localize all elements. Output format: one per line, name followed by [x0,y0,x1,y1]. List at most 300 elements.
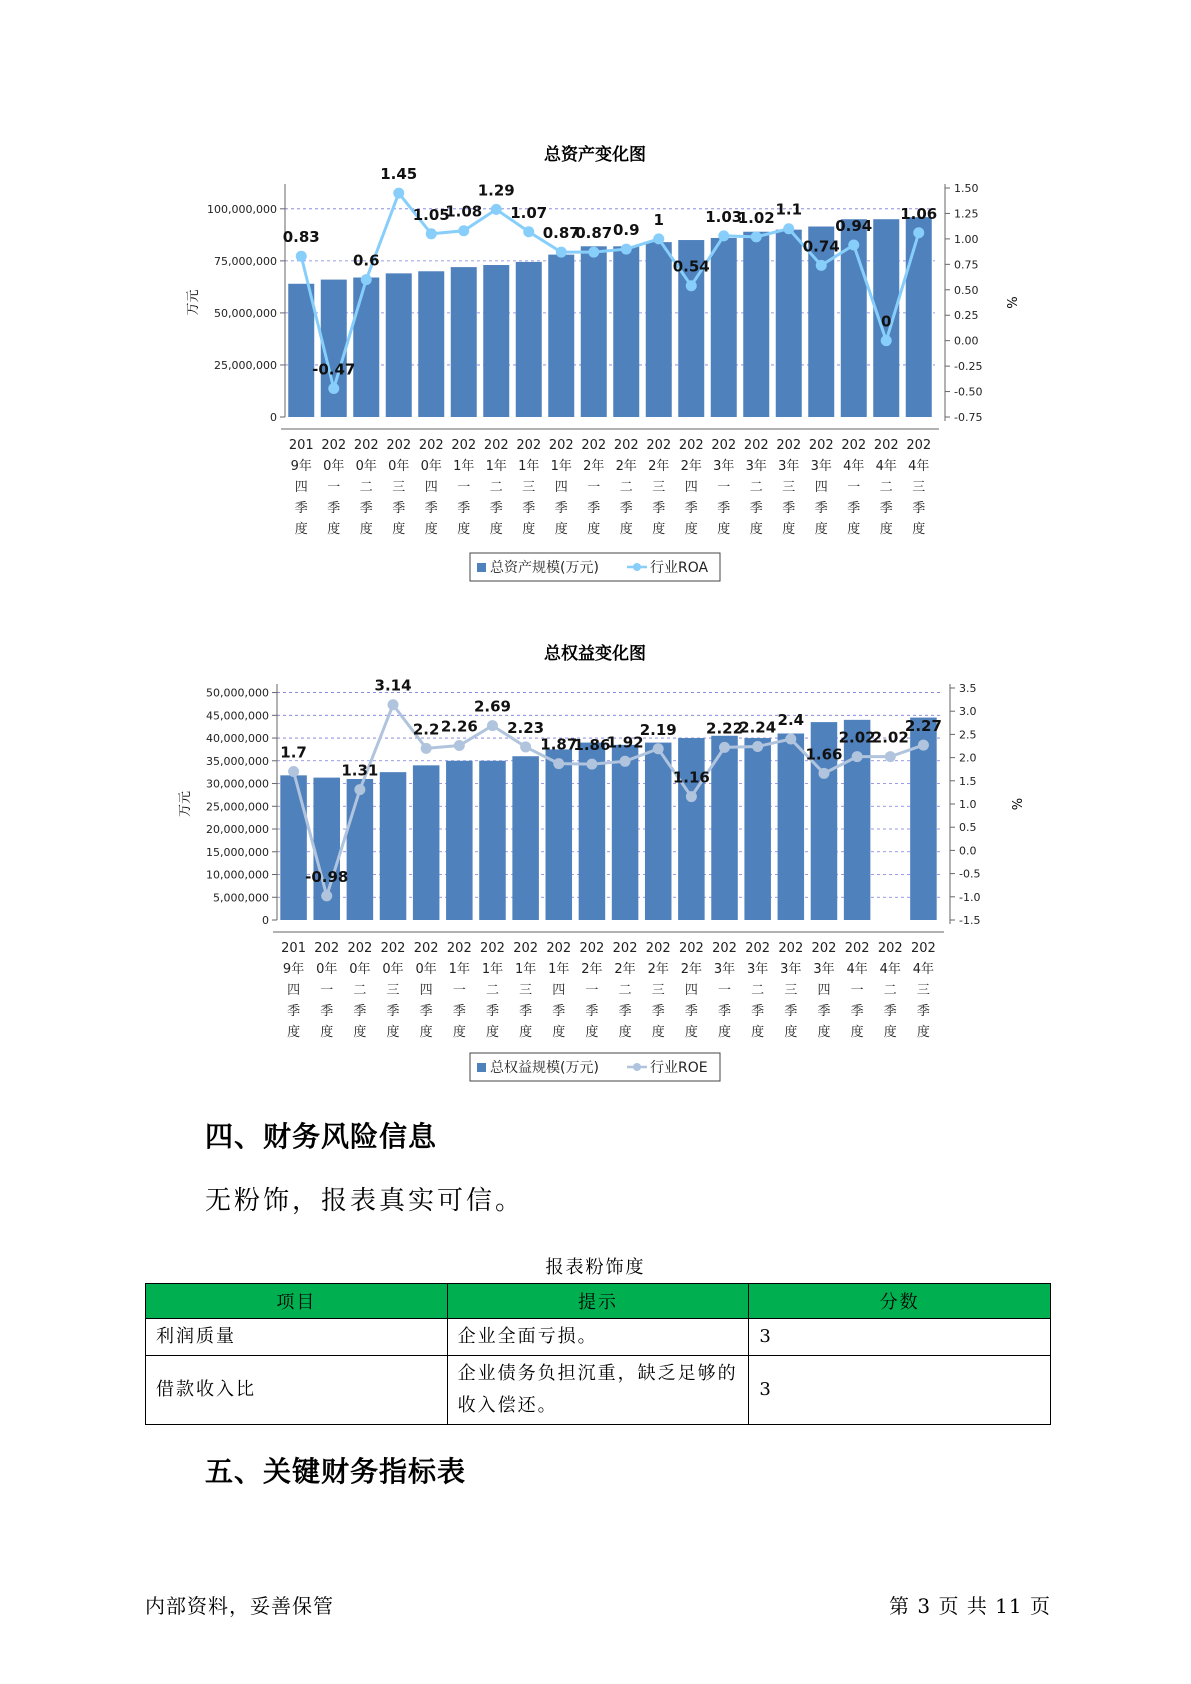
x-tick-label: 四 [287,983,301,998]
bar [512,756,539,920]
x-tick-label: 一 [717,480,731,495]
right-tick-label: 0.75 [954,258,979,272]
x-tick-label: 0年 [355,459,377,474]
x-tick-label: 三 [386,983,400,998]
bar [280,775,307,920]
x-tick-label: 202 [480,941,505,956]
chart-title: 总资产变化图 [544,145,646,165]
x-tick-label: 季 [883,1004,897,1019]
x-tick-label: 度 [651,1025,665,1040]
data-label: 1 [653,210,664,229]
left-tick-label: 25,000,000 [214,358,277,372]
x-tick-label: 季 [359,501,373,516]
line-point [783,223,794,234]
right-tick-label: -0.50 [954,385,983,399]
right-tick-label: 0.0 [959,844,977,858]
x-tick-label: 202 [446,941,472,956]
data-label: 2.2 [412,720,440,739]
data-label: 0.83 [282,228,320,247]
line-point [621,244,632,255]
x-tick-label: 202 [711,438,737,453]
x-tick-label: 四 [814,480,828,495]
data-label: 1.45 [380,165,418,184]
line-point [354,784,365,795]
x-tick-label: 季 [916,1004,930,1019]
x-tick-label: 3年 [713,962,736,977]
left-tick-label: 45,000,000 [206,709,269,723]
x-tick-label: 三 [784,983,798,998]
x-tick-label: 季 [424,501,438,516]
left-tick-label: 40,000,000 [206,732,269,746]
x-tick-label: 度 [684,522,698,537]
bar [743,232,769,417]
x-tick-label: 度 [489,522,503,537]
bar [288,284,314,417]
x-tick-label: 度 [294,522,308,537]
line-point [588,247,599,258]
x-tick-label: 202 [483,438,509,453]
x-tick-label: 度 [585,1025,599,1040]
x-tick-label: 202 [321,438,347,453]
data-label: 1.1 [775,200,803,219]
line-point [321,890,332,901]
line-point [328,383,339,394]
bar [844,720,871,920]
bar [646,242,672,417]
whitewash-table [145,1283,1051,1425]
x-tick-label: 一 [850,983,864,998]
x-tick-label: 度 [814,522,828,537]
x-tick-label: 度 [554,522,568,537]
cell-hint: 企业债务负担沉重，缺乏足够的收入偿还。 [447,1356,749,1425]
data-label: 1.7 [280,743,307,762]
data-label: 2.26 [440,717,478,736]
x-tick-label: 4年 [875,459,897,474]
line-point [520,741,531,752]
x-tick-label: 季 [912,501,926,516]
x-tick-label: 2年 [648,459,670,474]
x-tick-label: 度 [782,522,796,537]
right-tick-label: -0.25 [954,360,983,374]
x-tick-label: 一 [718,983,732,998]
table-header-row [146,1284,1051,1319]
legend-bar-swatch [477,563,486,572]
x-tick-label: 202 [646,438,672,453]
x-tick-label: 1年 [448,962,470,977]
left-tick-label: 30,000,000 [206,777,269,791]
legend-bar-label: 总资产规模(万元) [490,560,599,576]
x-tick-label: 2年 [680,459,702,474]
bar [446,761,473,920]
chart-svg [0,635,1191,1095]
x-tick-label: 四 [552,983,566,998]
x-tick-label: 二 [489,480,503,495]
x-tick-label: 202 [645,941,671,956]
x-tick-label: 202 [877,941,903,956]
line-point [653,233,664,244]
left-tick-label: 5,000,000 [213,891,269,905]
data-label: 1.66 [805,745,843,764]
data-label: 0.94 [835,216,873,235]
x-tick-label: 1年 [550,459,572,474]
legend-line-marker [633,1063,641,1071]
x-tick-label: 季 [457,501,471,516]
x-tick-label: 二 [485,983,499,998]
x-tick-label: 季 [287,1004,301,1019]
left-tick-label: 0 [270,411,277,424]
data-label: 2.4 [777,711,805,730]
x-tick-label: 202 [314,941,340,956]
x-tick-label: 季 [327,501,341,516]
x-tick-label: 度 [419,1025,433,1040]
x-tick-label: 季 [717,501,731,516]
data-label: 1.16 [672,768,710,787]
x-tick-label: 季 [294,501,308,516]
x-tick-label: 202 [613,438,639,453]
x-tick-label: 201 [288,438,314,453]
x-tick-label: 202 [548,438,574,453]
data-label: 2.27 [904,717,942,736]
x-tick-label: 1年 [485,459,507,474]
x-tick-label: 2年 [680,962,703,977]
legend-line-marker [633,563,641,571]
x-tick-label: 度 [320,1025,334,1040]
right-tick-label: 0.5 [959,821,977,835]
x-tick-label: 二 [879,480,893,495]
x-tick-label: 三 [392,480,406,495]
x-tick-label: 4年 [846,962,868,977]
line-point [393,188,404,199]
left-tick-label: 15,000,000 [206,845,269,859]
x-tick-label: 4年 [843,459,865,474]
x-tick-label: 度 [912,522,926,537]
x-tick-label: 202 [678,438,704,453]
line-point [296,251,307,262]
x-tick-label: 二 [353,983,367,998]
x-tick-label: 1年 [453,459,475,474]
bar [380,772,407,920]
bar [678,738,705,920]
line-point [454,740,465,751]
x-tick-label: 202 [743,438,769,453]
x-tick-label: 季 [554,501,568,516]
x-tick-label: 度 [424,522,438,537]
x-tick-label: 季 [522,501,536,516]
x-tick-label: 0年 [382,962,404,977]
x-tick-label: 度 [519,1025,533,1040]
x-tick-label: 202 [451,438,477,453]
x-tick-label: 202 [844,941,870,956]
x-tick-label: 度 [353,1025,367,1040]
line-point [719,742,730,753]
x-tick-label: 度 [522,522,536,537]
x-tick-label: 三 [912,480,926,495]
x-tick-label: 季 [817,1004,831,1019]
data-label: 1.03 [705,207,743,226]
cell-hint: 企业全面亏损。 [447,1319,749,1356]
right-tick-label: 2.5 [959,728,977,742]
legend-line-label: 行业ROE [650,1060,708,1076]
x-tick-label: 一 [585,983,599,998]
x-tick-label: 度 [287,1025,301,1040]
x-tick-label: 季 [850,1004,864,1019]
x-tick-label: 二 [619,480,633,495]
x-tick-label: 三 [782,480,796,495]
line-point [686,791,697,802]
right-axis-label: % [1008,797,1023,811]
x-tick-label: 1年 [514,962,537,977]
x-tick-label: 季 [485,1004,499,1019]
x-tick-label: 度 [359,522,373,537]
x-tick-label: 度 [751,1025,765,1040]
chart-title: 总权益变化图 [544,644,646,664]
right-tick-label: 2.0 [959,751,977,765]
right-tick-label: 1.25 [954,207,979,221]
x-tick-label: 4年 [912,962,935,977]
table-row [146,1319,1051,1356]
x-tick-label: 0年 [323,459,345,474]
legend-bar-swatch [477,1063,486,1072]
x-tick-label: 三 [652,480,666,495]
x-tick-label: 4年 [908,459,930,474]
x-tick-label: 一 [320,983,334,998]
x-tick-label: 202 [745,941,771,956]
bar [516,262,542,417]
x-tick-label: 三 [519,983,533,998]
x-tick-label: 一 [587,480,601,495]
data-label: 3.14 [374,676,412,695]
right-tick-label: -1.0 [959,890,981,904]
x-tick-label: 四 [684,480,698,495]
line-point [718,230,729,241]
x-tick-label: 度 [327,522,341,537]
x-tick-label: 4年 [879,962,901,977]
data-label: 1.92 [606,733,644,752]
left-tick-label: 50,000,000 [206,686,269,700]
bar [347,779,374,920]
x-tick-label: 季 [619,501,633,516]
x-tick-label: 季 [784,1004,798,1019]
x-tick-label: 202 [906,438,932,453]
x-tick-label: 四 [419,983,433,998]
x-tick-label: 四 [424,480,438,495]
total-assets-chart [0,135,1191,605]
footer-confidential: 内部资料，妥善保管 [145,1594,334,1618]
legend-line-label: 行业ROA [650,560,709,576]
x-tick-label: 季 [651,1004,665,1019]
x-tick-label: 0年 [316,962,338,977]
x-tick-label: 0年 [349,962,371,977]
x-tick-label: 3年 [778,459,800,474]
x-tick-label: 202 [516,438,542,453]
x-tick-label: 度 [879,522,893,537]
x-tick-label: 202 [808,438,834,453]
x-tick-label: 季 [847,501,861,516]
x-tick-label: 季 [386,1004,400,1019]
x-tick-label: 季 [652,501,666,516]
left-tick-label: 25,000,000 [206,800,269,814]
line-point [752,741,763,752]
x-tick-label: 季 [751,1004,765,1019]
line-point [523,226,534,237]
line-point [421,743,432,754]
line-point [586,759,597,770]
line-point [785,734,796,745]
left-tick-label: 100,000,000 [207,202,277,216]
bar [483,265,509,417]
x-tick-label: 季 [452,1004,466,1019]
x-tick-label: 202 [778,941,804,956]
x-tick-label: 度 [850,1025,864,1040]
x-tick-label: 季 [782,501,796,516]
bar [479,761,506,920]
x-tick-label: 2年 [583,459,605,474]
data-label: 2.24 [739,718,777,737]
x-tick-label: 202 [418,438,444,453]
bar [778,733,805,920]
bar [645,743,672,920]
line-point [852,751,863,762]
x-tick-label: 度 [784,1025,798,1040]
x-tick-label: 度 [485,1025,499,1040]
x-tick-label: 四 [684,983,698,998]
line-point [913,227,924,238]
data-label: -0.98 [305,867,349,886]
x-tick-label: 9年 [290,459,312,474]
right-tick-label: 0.25 [954,309,979,323]
total-equity-chart [0,635,1191,1095]
x-tick-label: 季 [519,1004,533,1019]
x-tick-label: 2年 [614,962,636,977]
data-label: 2.19 [639,720,677,739]
line-point [288,766,299,777]
section-heading-key-indicators: 五、关键财务指标表 [205,1455,467,1488]
x-tick-label: 四 [554,480,568,495]
data-label: 0.87 [542,224,580,243]
left-axis-label: 万元 [178,790,193,818]
x-tick-label: 1年 [518,459,540,474]
x-tick-label: 季 [585,1004,599,1019]
left-tick-label: 35,000,000 [206,754,269,768]
data-label: 0.74 [802,237,840,256]
data-label: -0.47 [312,360,356,379]
line-point [848,239,859,250]
right-tick-label: 0.00 [954,334,979,348]
line-point [881,335,892,346]
x-tick-label: 季 [392,501,406,516]
data-label: 0.87 [575,224,613,243]
table-row [146,1356,1051,1425]
bar [418,271,444,417]
x-tick-label: 季 [684,1004,698,1019]
bar [776,230,802,417]
x-tick-label: 度 [392,522,406,537]
data-label: 0.54 [672,257,710,276]
section-heading-financial-risk: 四、财务风险信息 [205,1120,438,1153]
x-tick-label: 季 [552,1004,566,1019]
x-tick-label: 二 [618,983,632,998]
line-point [556,247,567,258]
x-tick-label: 1年 [481,962,504,977]
cell-score: 3 [749,1356,1051,1425]
x-tick-label: 一 [847,480,861,495]
line-point [426,228,437,239]
x-tick-label: 度 [618,1025,632,1040]
right-tick-label: 0.50 [954,283,979,297]
x-tick-label: 二 [359,480,373,495]
data-label: 1.02 [737,208,775,227]
x-tick-label: 2年 [615,459,637,474]
x-tick-label: 季 [684,501,698,516]
x-tick-label: 度 [718,1025,732,1040]
x-tick-label: 季 [718,1004,732,1019]
x-tick-label: 202 [413,941,439,956]
x-tick-label: 度 [847,522,861,537]
x-tick-label: 2年 [647,962,669,977]
legend-bar-label: 总权益规模(万元) [490,1060,599,1076]
header-score: 分数 [749,1284,1051,1319]
right-tick-label: -0.75 [954,411,983,424]
x-tick-label: 季 [489,501,503,516]
x-tick-label: 2年 [581,962,603,977]
bar [353,278,379,417]
x-tick-label: 3年 [810,459,832,474]
left-tick-label: 75,000,000 [214,254,277,268]
x-tick-label: 季 [749,501,763,516]
x-tick-label: 度 [883,1025,897,1040]
x-tick-label: 度 [457,522,471,537]
x-tick-label: 度 [749,522,763,537]
x-tick-label: 度 [619,522,633,537]
left-tick-label: 0 [262,914,269,927]
x-tick-label: 202 [811,941,837,956]
x-tick-label: 3年 [745,459,767,474]
x-tick-label: 201 [281,941,306,956]
right-tick-label: 1.0 [959,798,977,811]
chart-svg [0,135,1191,605]
left-tick-label: 20,000,000 [206,823,269,837]
x-tick-label: 季 [353,1004,367,1019]
right-tick-label: 1.00 [954,232,979,246]
data-label: 2.02 [838,728,876,747]
data-label: 2.23 [507,718,545,737]
x-tick-label: 度 [587,522,601,537]
data-label: 2.02 [871,728,909,747]
x-tick-label: 一 [457,480,471,495]
line-point [388,699,399,710]
x-tick-label: 1年 [548,962,570,977]
x-tick-label: 202 [380,941,406,956]
x-tick-label: 202 [347,941,373,956]
financial-risk-text: 无粉饰，报表真实可信。 [205,1186,525,1216]
table-caption: 报表粉饰度 [545,1257,646,1278]
right-tick-label: 3.0 [959,705,977,719]
data-label: 0 [881,312,892,331]
x-tick-label: 202 [581,438,607,453]
x-tick-label: 季 [879,501,893,516]
x-tick-label: 二 [883,983,897,998]
bar [546,749,573,920]
x-tick-label: 季 [814,501,828,516]
x-tick-label: 度 [817,1025,831,1040]
data-label: 1.31 [341,761,379,780]
x-tick-label: 三 [522,480,536,495]
line-point [487,720,498,731]
line-point [816,260,827,271]
x-tick-label: 3年 [813,962,835,977]
line-point [751,231,762,242]
x-tick-label: 度 [386,1025,400,1040]
